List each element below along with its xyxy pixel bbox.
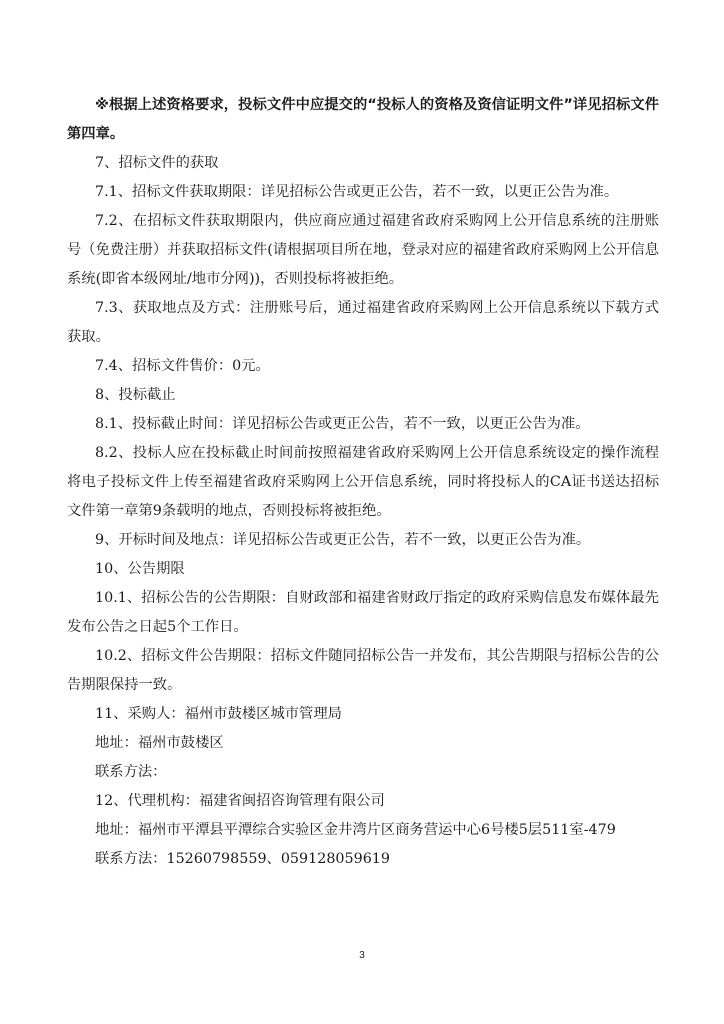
qualification-note: ※根据上述资格要求，投标文件中应提交的“投标人的资格及资信证明文件”详见招标文件第四章。 xyxy=(67,97,659,142)
section-12-agency: 12、代理机构：福建省闽招咨询管理有限公司 xyxy=(95,793,385,809)
section-10-1: 10.1、招标公告的公告期限：自财政部和福建省财政厅指定的政府采购信息发布媒体最先发布公告之日起5个工作日。 xyxy=(67,590,659,635)
section-7-heading: 7、招标文件的获取 xyxy=(95,155,219,171)
section-7-2: 7.2、在招标文件获取期限内，供应商应通过福建省政府采购网上公开信息系统的注册账号（免费注册）并获取招标文件(请根据项目所在地，登录对应的福建省政府采购网上公开信息系统(即省本级网址/地市分网))，否则投标将被拒绝。 xyxy=(67,213,659,287)
section-10-heading: 10、公告期限 xyxy=(95,561,185,577)
section-11-purchaser: 11、采购人：福州市鼓楼区城市管理局 xyxy=(95,706,342,722)
agency-contact: 联系方法：15260798559、059128059619 xyxy=(95,851,390,867)
section-8-heading: 8、投标截止 xyxy=(95,387,176,403)
purchaser-contact: 联系方法： xyxy=(95,764,167,780)
section-7-1: 7.1、招标文件获取期限：详见招标公告或更正公告，若不一致，以更正公告为准。 xyxy=(95,184,619,200)
section-8-1: 8.1、投标截止时间：详见招标公告或更正公告，若不一致，以更正公告为准。 xyxy=(95,416,590,432)
section-7-3: 7.3、获取地点及方式：注册账号后，通过福建省政府采购网上公开信息系统以下载方式获取。 xyxy=(67,300,659,345)
agency-address: 地址：福州市平潭县平潭综合实验区金井湾片区商务营运中心6号楼5层511室-479 xyxy=(95,822,616,838)
section-7-4: 7.4、招标文件售价：0元。 xyxy=(95,358,270,374)
section-9: 9、开标时间及地点：详见招标公告或更正公告，若不一致，以更正公告为准。 xyxy=(95,532,591,548)
purchaser-address: 地址：福州市鼓楼区 xyxy=(95,735,224,751)
section-10-2: 10.2、招标文件公告期限：招标文件随同招标公告一并发布，其公告期限与招标公告的公告期限保持一致。 xyxy=(67,648,659,693)
page-number: 3 xyxy=(359,950,365,961)
document-body xyxy=(67,91,659,874)
section-8-2: 8.2、投标人应在投标截止时间前按照福建省政府采购网上公开信息系统设定的操作流程将电子投标文件上传至福建省政府采购网上公开信息系统，同时将投标人的CA证书送达招标文件第一章第9条载明的地点，否则投标将被拒绝。 xyxy=(67,445,659,519)
